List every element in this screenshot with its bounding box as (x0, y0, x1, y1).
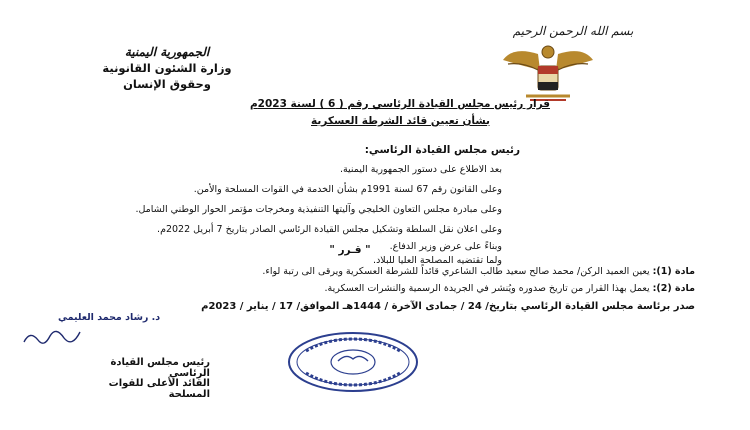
preamble-item: ولما تقتضيه المصلحة العليا للبلاد. (373, 255, 502, 266)
article-2 (55, 282, 695, 296)
preamble-item: بعد الاطلاع على دستور الجمهورية اليمنية. (339, 164, 502, 175)
basmala: بسم الله الرحمن الرحيم (512, 24, 634, 38)
signatory-name: د. رشاد محمد العليمي (58, 312, 161, 323)
article-label: مادة (2): (652, 283, 695, 294)
preamble-item: وعلى اعلان نقل السلطة وتشكيل مجلس القيادة الرئاسي الصادر بتاريخ 7 أبريل 2022م. (157, 224, 502, 235)
eagle-emblem-icon (468, 26, 628, 108)
republic-name: الجمهورية اليمنية (124, 45, 210, 59)
decree-subject: بشأن تعيين قائد الشرطة العسكرية (311, 115, 490, 127)
handwritten-signature-icon (20, 322, 90, 352)
preamble (60, 140, 520, 268)
signatory-title: رئيس مجلس القيادة الرئاسي (110, 357, 210, 379)
preamble-item: وعلى القانون رقم 67 لسنة 1991م بشأن الخدمة في القوات المسلحة والأمن. (193, 184, 502, 195)
decides-heading: " قـرر " (329, 244, 371, 256)
articles (55, 262, 695, 296)
ministry-name-line2: وحقوق الإنسان (123, 77, 211, 91)
ministry-name: وزارة الشئون القانونية (102, 61, 232, 75)
official-seal-icon (286, 331, 420, 393)
article-text: يعين العميد الركن/ محمد صالح سعيد طالب الشاعري قائداً للشرطة العسكرية ويرقى الى رتبة لواء. (262, 266, 650, 277)
article-1 (55, 262, 695, 282)
decree-title: قرار رئيس مجلس القيادة الرئاسي رقم ( 6 ) لسنة 2023م (249, 98, 550, 110)
signatory-title-2: القائد الأعلى للقوات المسلحة (108, 378, 210, 400)
preamble-item: وعلى مبادرة مجلس التعاون الخليجي وآليتها التنفيذية ومخرجات مؤتمر الحوار الوطني الشامل. (135, 204, 502, 215)
article-label: مادة (1): (652, 266, 695, 277)
issued-line: صدر برئاسة مجلس القيادة الرئاسي بتاريخ/ 24 / جمادى الآخرة / 1444هـ الموافق/ 17 / يناير / 2023م (201, 301, 695, 312)
letterhead (92, 44, 242, 92)
preamble-item: وبناءً على عرض وزير الدفاع. (389, 241, 502, 252)
article-text: يعمل بهذا القرار من تاريخ صدوره ويُنشر في الجريدة الرسمية والنشرات العسكرية. (324, 283, 650, 294)
preamble-heading: رئيس مجلس القيادة الرئاسي: (364, 144, 520, 156)
